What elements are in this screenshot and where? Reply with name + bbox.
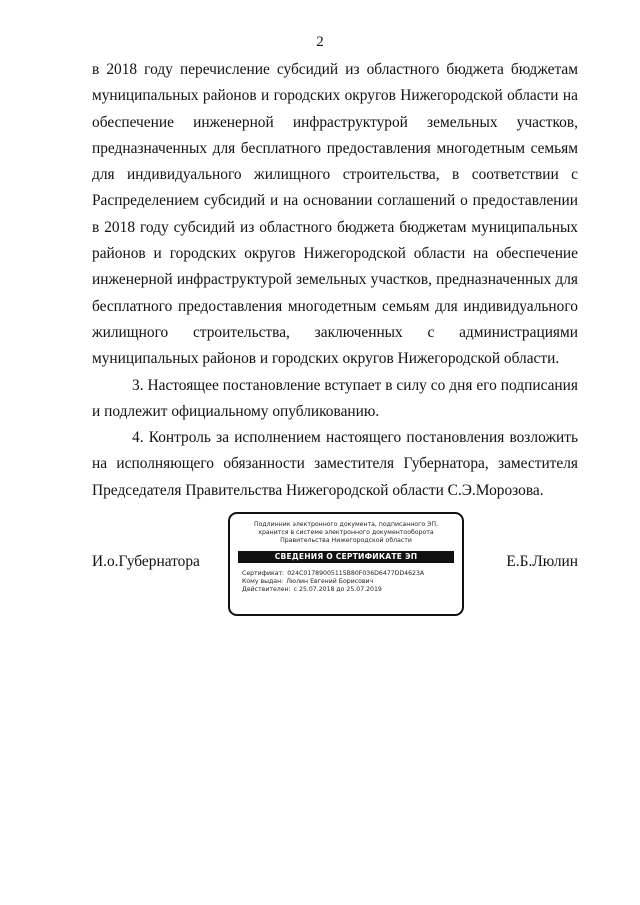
- stamp-banner: СВЕДЕНИЯ О СЕРТИФИКАТЕ ЭП: [238, 551, 454, 563]
- stamp-notice-line: Правительства Нижегородской области: [280, 537, 412, 544]
- stamp-notice-line: Подлинник электронного документа, подписанного ЭП,: [253, 521, 439, 528]
- stamp-notice: [230, 521, 462, 545]
- paragraph-continuation: в 2018 году перечисление субсидий из областного бюджета бюджетам муниципальных районов и городских округов Нижегородской области на обеспечение инженерной инфраструктурой земельных участков, предназначенных для бесплатного предоставления многодетным семьям для индивидуального жилищного строительства, в соответствии с Распределением субсидий и на основании соглашений о предоставлении в 2018 году субсидий из областного бюджета бюджетам муниципальных районов и городских округов Нижегородской области на обеспечение инженерной инфраструктурой земельных участков, предназначенных для бесплатного предоставления многодетным семьям для индивидуального жилищного строительства, заключенных с администрациями муниципальных районов и городских округов Нижегородской области.: [92, 61, 578, 368]
- issued-to-label: Кому выдан:: [242, 578, 284, 586]
- certificate-value: 024C01789005115B80F036D6477DD4623A: [287, 570, 425, 577]
- validity-value: с 25.07.2018 до 25.07.2019: [293, 586, 382, 594]
- certificate-row: [242, 570, 462, 578]
- stamp-notice-line: хранится в системе электронного документооборота: [258, 529, 434, 536]
- certificate-label: Сертификат:: [242, 570, 285, 577]
- page-number: 2: [316, 34, 324, 50]
- paragraph-item-3: 3. Настоящее постановление вступает в силу со дня его подписания и подлежит официальному опубликованию.: [92, 376, 578, 420]
- electronic-signature-stamp: [228, 512, 464, 616]
- validity-row: [242, 586, 462, 594]
- paragraph-item-4: 4. Контроль за исполнением настоящего постановления возложить на исполняющего обязанности заместителя Губернатора, заместителя Председателя Правительства Нижегородской области С.Э.Морозова.: [92, 429, 578, 499]
- document-body: [92, 57, 578, 504]
- stamp-certificate-details: [242, 570, 462, 595]
- issued-to-value: Люлин Евгений Борисович: [286, 578, 374, 586]
- validity-label: Действителен:: [242, 586, 291, 594]
- signatory-position: И.о.Губернатора: [92, 553, 200, 570]
- signatory-name: Е.Б.Люлин: [506, 553, 578, 570]
